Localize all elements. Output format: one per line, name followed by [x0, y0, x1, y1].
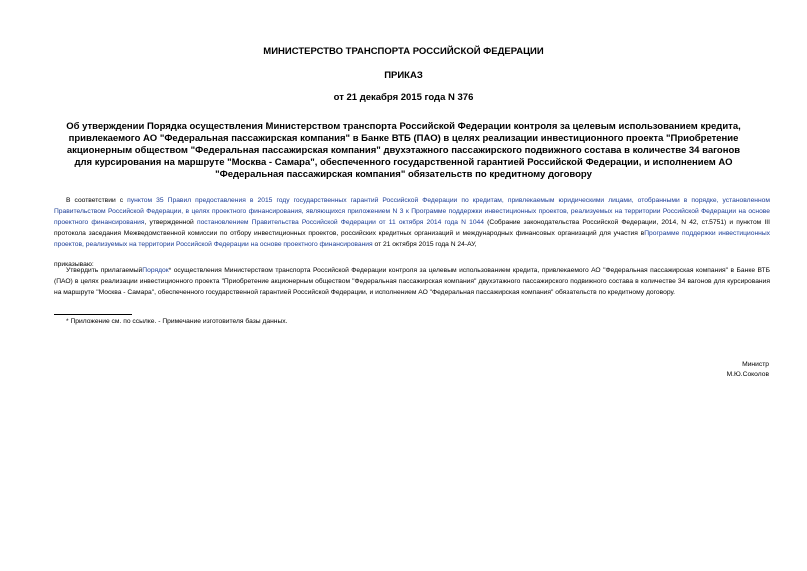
order-word: приказываю:	[54, 261, 94, 268]
document-type: ПРИКАЗ	[384, 70, 423, 81]
rules-point-35-link[interactable]: пунктом 35 Правил предоставления в 2015 году государственных гарантий Российской Федерации по кредитам, привлекаемым юридическими лицами, отобранными в порядке, установленном Правительством Российской Федерации, в целях проектного финансирования, являющихся приложением N 3 к Программе поддержки инвестиционных проектов, реализуемых на территории Российской Федерации на основе проектного финансирования	[54, 197, 770, 226]
order-paragraph	[54, 265, 770, 298]
document-date-number: от 21 декабря 2015 года N 376	[333, 92, 474, 103]
preamble-text-1: В соответствии с	[66, 197, 128, 204]
preamble-text-3: (Собрание законодательства Российской Федерации, 2014, N 42, ст.5751) и пунктом III протокола заседания Межведомственной комиссии по отбору инвестиционных проектов, российских кредитных организаций и международных финансовых организаций для участия в	[54, 219, 770, 237]
signatory-title: Министр	[742, 361, 769, 368]
document-heading: Об утверждении Порядка осуществления Министерством транспорта Российской Федерации контроля за целевым использованием кредита, привлекаемого АО "Федеральная пассажирская компания" в Банке ВТБ (ПАО) в целях реализации инвестиционного проекта "Приобретение акционерным обществом "Федеральная пассажирская компания" двухэтажного пассажирского подвижного состава в количестве 34 вагонов для курсирования на маршруте "Москва - Самара", обеспеченного государственной гарантией Российской Федерации, и исполнением АО "Федеральная пассажирская компания" обязательств по кредитному договору	[66, 121, 741, 180]
footnote-text: * Приложение см. по ссылке. - Примечание изготовителя базы данных.	[66, 318, 288, 325]
preamble-paragraph	[54, 195, 770, 250]
signatory-name: М.Ю.Соколов	[726, 371, 769, 378]
footnote-divider	[54, 314, 132, 315]
order-text-2: * осуществления Министерством транспорта Российской Федерации контроля за целевым использованием кредита, привлекаемого АО "Федеральная пассажирская компания" в Банке ВТБ (ПАО) в целях реализации инвестиционного проекта "Приобретение акционерным обществом "Федеральная пассажирская компания" двухэтажного пассажирского подвижного состава в количестве 34 вагонов для курсирования на маршруте "Москва - Самара", обеспеченного государственной гарантией Российской Федерации, и исполнением АО "Федеральная пассажирская компания" обязательств по кредитному договору.	[54, 267, 770, 296]
government-decree-link[interactable]: постановлением Правительства Российской Федерации от 11 октября 2014 года N 1044	[196, 219, 484, 226]
procedure-link[interactable]: Порядок	[142, 267, 169, 274]
support-program-link[interactable]: Программе поддержки инвестиционных проектов, реализуемых на территории Российской Федерации на основе проектного финансирования	[54, 230, 770, 248]
preamble-text-2: , утвержденной	[144, 219, 197, 226]
ministry-title: МИНИСТЕРСТВО ТРАНСПОРТА РОССИЙСКОЙ ФЕДЕРАЦИИ	[263, 46, 544, 57]
preamble-text-4: от 21 октября 2015 года N 24-АУ,	[372, 241, 477, 248]
order-text-1: Утвердить прилагаемый	[66, 267, 143, 274]
